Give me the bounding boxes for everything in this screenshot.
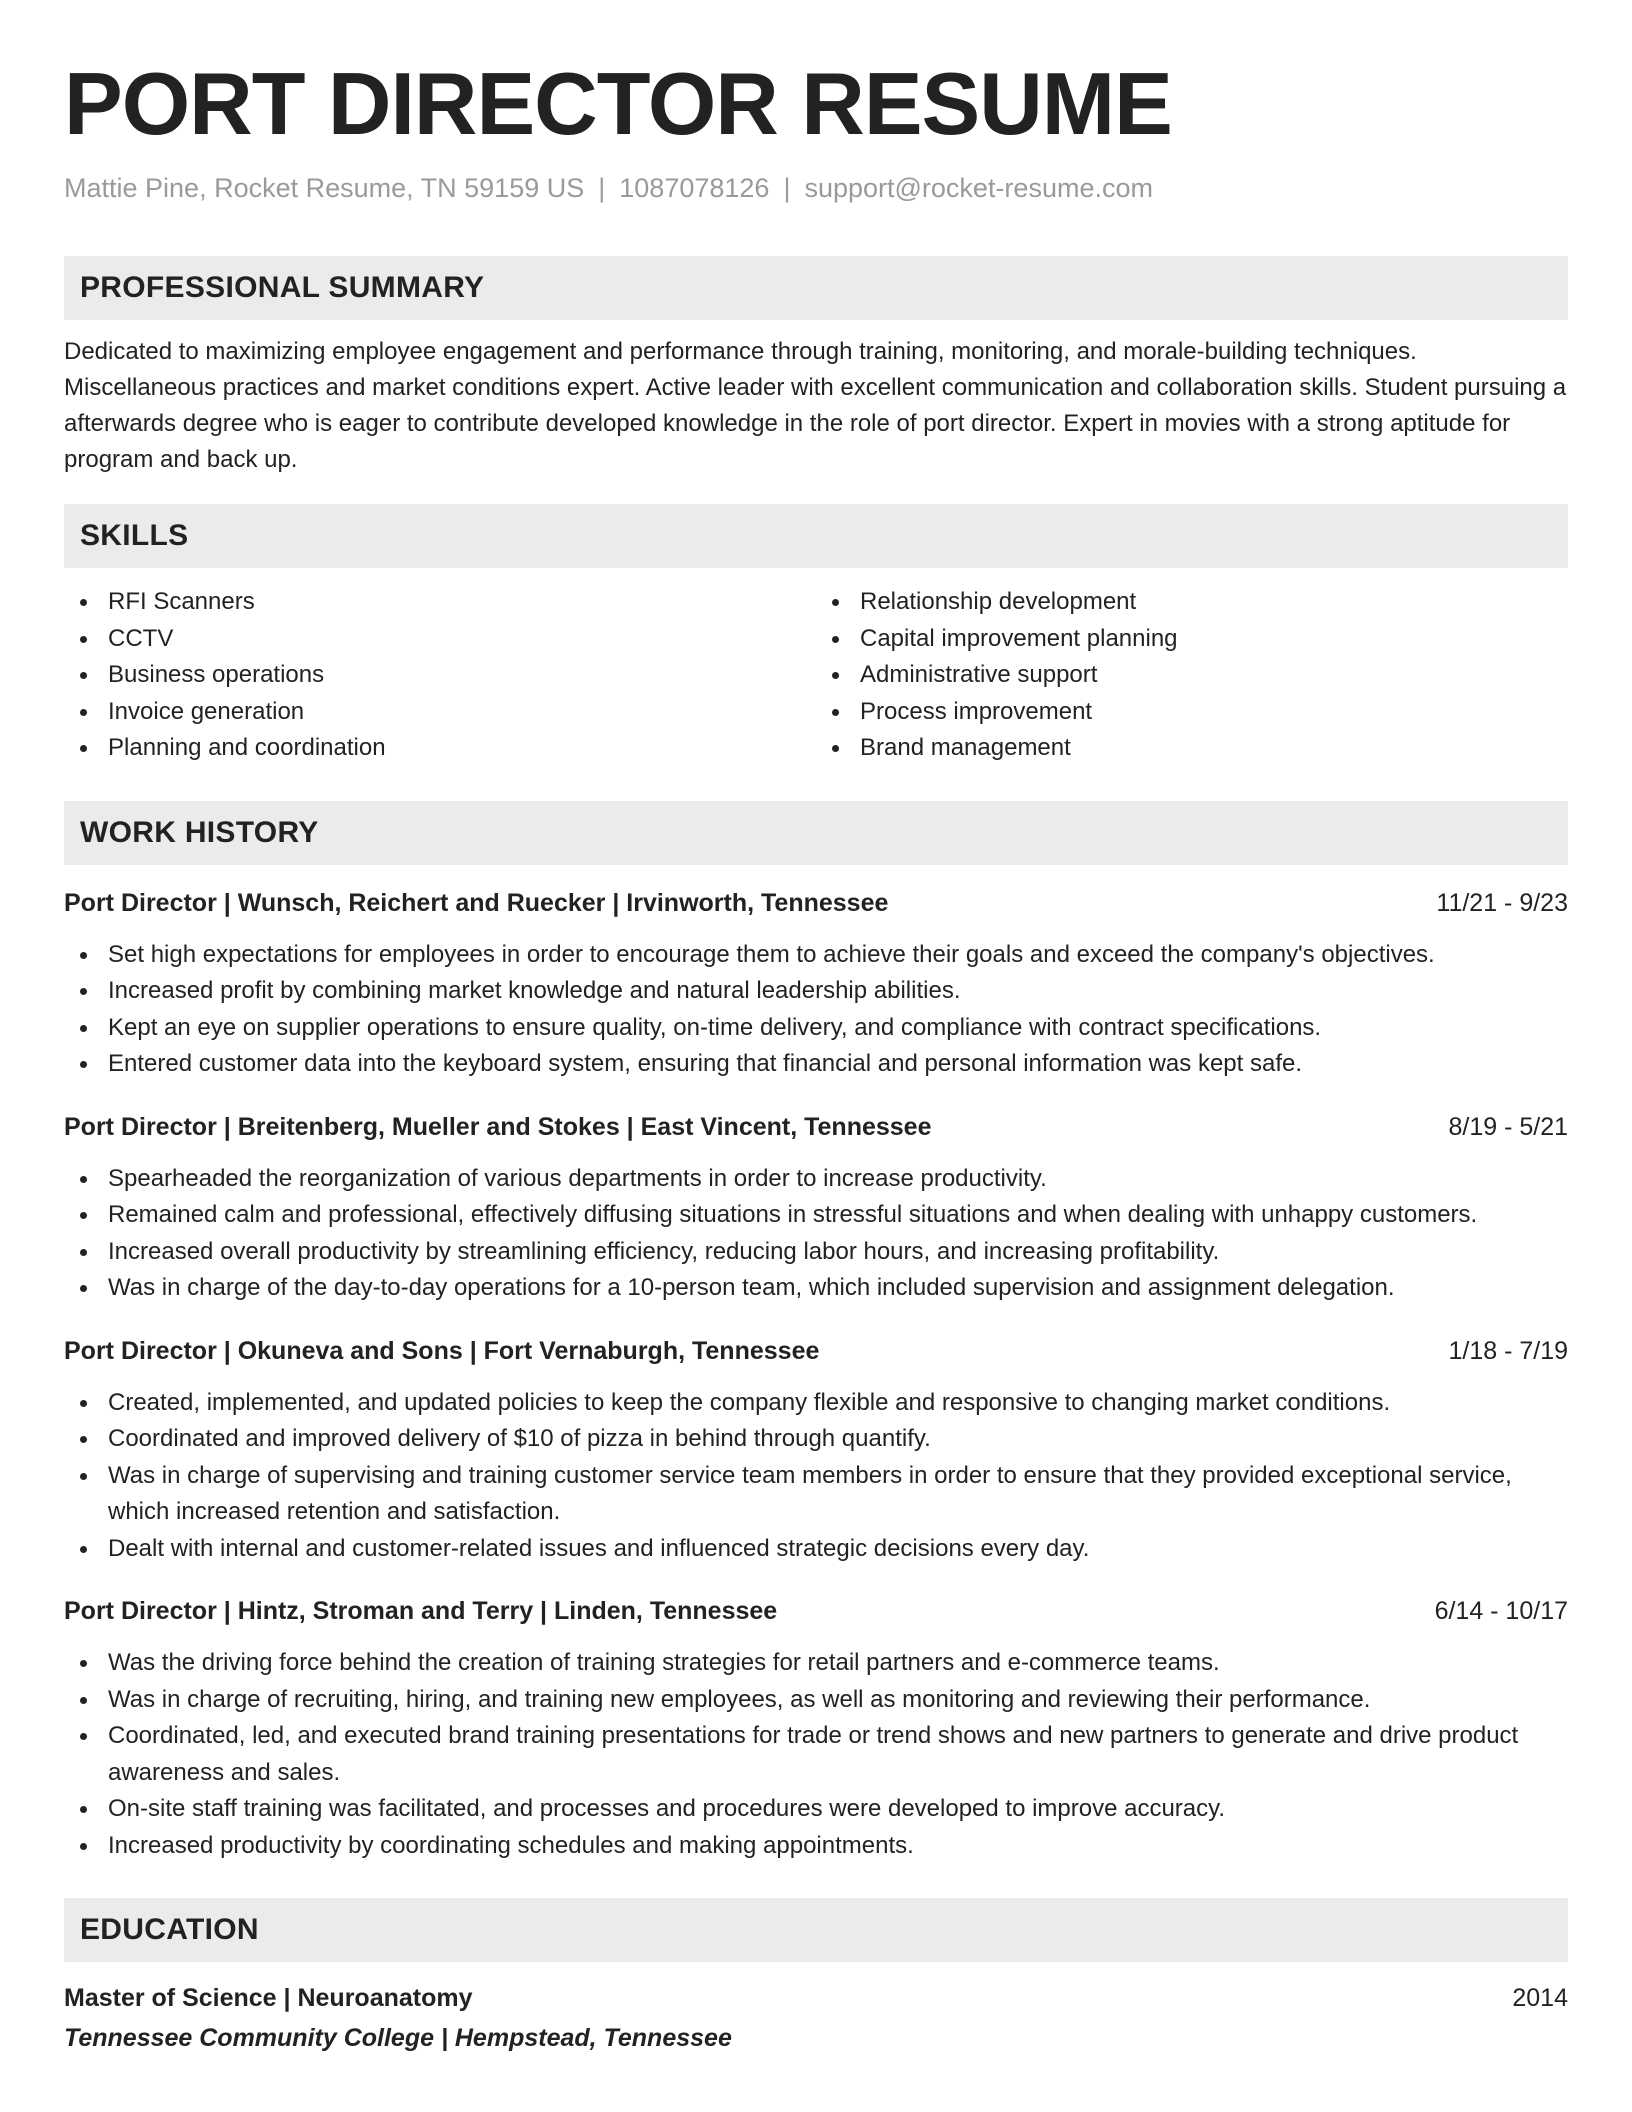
job-title: Port Director | Okuneva and Sons | Fort Vernaburgh, Tennessee (64, 1336, 820, 1365)
job-header (64, 1593, 1568, 1629)
job-bullet: On-site staff training was facilitated, and processes and procedures were developed to improve accuracy. (64, 1791, 1568, 1828)
skill-item: Relationship development (816, 584, 1568, 621)
skills-right-column (816, 584, 1568, 767)
contact-address: Mattie Pine, Rocket Resume, TN 59159 US (64, 173, 585, 203)
education-header (64, 1980, 1568, 2016)
job-bullet: Coordinated, led, and executed brand training presentations for trade or trend shows and new partners to generate and drive product awareness and sales. (64, 1718, 1568, 1791)
job-bullet: Created, implemented, and updated policies to keep the company flexible and responsive to changing market conditions. (64, 1385, 1568, 1422)
summary-heading: PROFESSIONAL SUMMARY (64, 256, 1568, 320)
education-year: 2014 (1512, 1984, 1568, 2012)
job-bullet: Spearheaded the reorganization of various departments in order to increase productivity. (64, 1161, 1568, 1198)
summary-text: Dedicated to maximizing employee engagement and performance through training, monitoring, and morale-building techniques. Miscellaneous practices and market conditions expert. Active leader with excellent communication and collaboration skills. Student pursuing a afterwards degree who is eager to contribute developed knowledge in the role of port director. Expert in movies with a strong aptitude for program and back up. (64, 338, 1567, 473)
skill-item: Capital improvement planning (816, 621, 1568, 658)
contact-line (64, 170, 1568, 206)
resume-title: PORT DIRECTOR RESUME (64, 54, 1172, 153)
skill-item: RFI Scanners (64, 584, 816, 621)
skill-item: Planning and coordination (64, 730, 816, 767)
education-school: Tennessee Community College | Hempstead, Tennessee (64, 2024, 732, 2052)
job-dates: 6/14 - 10/17 (1434, 1597, 1568, 1625)
job-dates: 1/18 - 7/19 (1448, 1336, 1568, 1365)
skill-item: CCTV (64, 621, 816, 658)
education-heading: EDUCATION (64, 1898, 1568, 1962)
job-bullet: Coordinated and improved delivery of $10 of pizza in behind through quantify. (64, 1421, 1568, 1458)
skill-item: Brand management (816, 730, 1568, 767)
job-bullet: Was in charge of supervising and training customer service team members in order to ensure that they provided exceptional service, which increased retention and satisfaction. (64, 1458, 1568, 1531)
job-title: Port Director | Breitenberg, Mueller and Stokes | East Vincent, Tennessee (64, 1112, 932, 1141)
job-bullet: Was in charge of recruiting, hiring, and training new employees, as well as monitoring and reviewing their performance. (64, 1682, 1568, 1719)
summary-section (64, 256, 1568, 478)
job-header (64, 885, 1568, 921)
skills-heading: SKILLS (64, 504, 1568, 568)
job-title: Port Director | Wunsch, Reichert and Ruecker | Irvinworth, Tennessee (64, 888, 889, 917)
job-dates: 8/19 - 5/21 (1448, 1112, 1568, 1141)
contact-email: support@rocket-resume.com (804, 173, 1153, 203)
job-bullet: Kept an eye on supplier operations to ensure quality, on-time delivery, and compliance with contract specifications. (64, 1010, 1568, 1047)
work-history-section (64, 801, 1568, 1865)
job-entry (64, 1109, 1568, 1307)
work-history-heading: WORK HISTORY (64, 801, 1568, 865)
job-bullets (64, 1161, 1568, 1307)
job-entry (64, 1333, 1568, 1568)
job-bullet: Was in charge of the day-to-day operations for a 10-person team, which included supervision and assignment delegation. (64, 1270, 1568, 1307)
skill-item: Process improvement (816, 694, 1568, 731)
skill-item: Invoice generation (64, 694, 816, 731)
contact-separator: | (783, 173, 791, 203)
job-bullet: Remained calm and professional, effectively diffusing situations in stressful situations and when dealing with unhappy customers. (64, 1197, 1568, 1234)
job-bullet: Dealt with internal and customer-related issues and influenced strategic decisions every day. (64, 1531, 1568, 1568)
skill-item: Administrative support (816, 657, 1568, 694)
skills-left-column (64, 584, 816, 767)
education-degree: Master of Science | Neuroanatomy (64, 1984, 473, 2012)
education-section (64, 1898, 1568, 2056)
job-title: Port Director | Hintz, Stroman and Terry | Linden, Tennessee (64, 1597, 778, 1625)
skills-section (64, 504, 1568, 767)
job-bullets (64, 937, 1568, 1083)
job-entry (64, 885, 1568, 1083)
job-header (64, 1333, 1568, 1369)
job-dates: 11/21 - 9/23 (1436, 888, 1568, 917)
job-bullet: Increased overall productivity by streamlining efficiency, reducing labor hours, and increasing profitability. (64, 1234, 1568, 1271)
job-bullet: Increased profit by combining market knowledge and natural leadership abilities. (64, 973, 1568, 1010)
contact-separator: | (598, 173, 606, 203)
skill-item: Business operations (64, 657, 816, 694)
contact-phone: 1087078126 (619, 173, 770, 203)
job-entry (64, 1593, 1568, 1864)
job-header (64, 1109, 1568, 1145)
job-bullet: Set high expectations for employees in order to encourage them to achieve their goals and exceed the company's objectives. (64, 937, 1568, 974)
job-bullet: Increased productivity by coordinating schedules and making appointments. (64, 1828, 1568, 1865)
skills-columns (64, 584, 1568, 767)
job-bullets (64, 1645, 1568, 1864)
job-bullet: Was the driving force behind the creation of training strategies for retail partners and e-commerce teams. (64, 1645, 1568, 1682)
job-bullet: Entered customer data into the keyboard system, ensuring that financial and personal information was kept safe. (64, 1046, 1568, 1083)
job-bullets (64, 1385, 1568, 1568)
